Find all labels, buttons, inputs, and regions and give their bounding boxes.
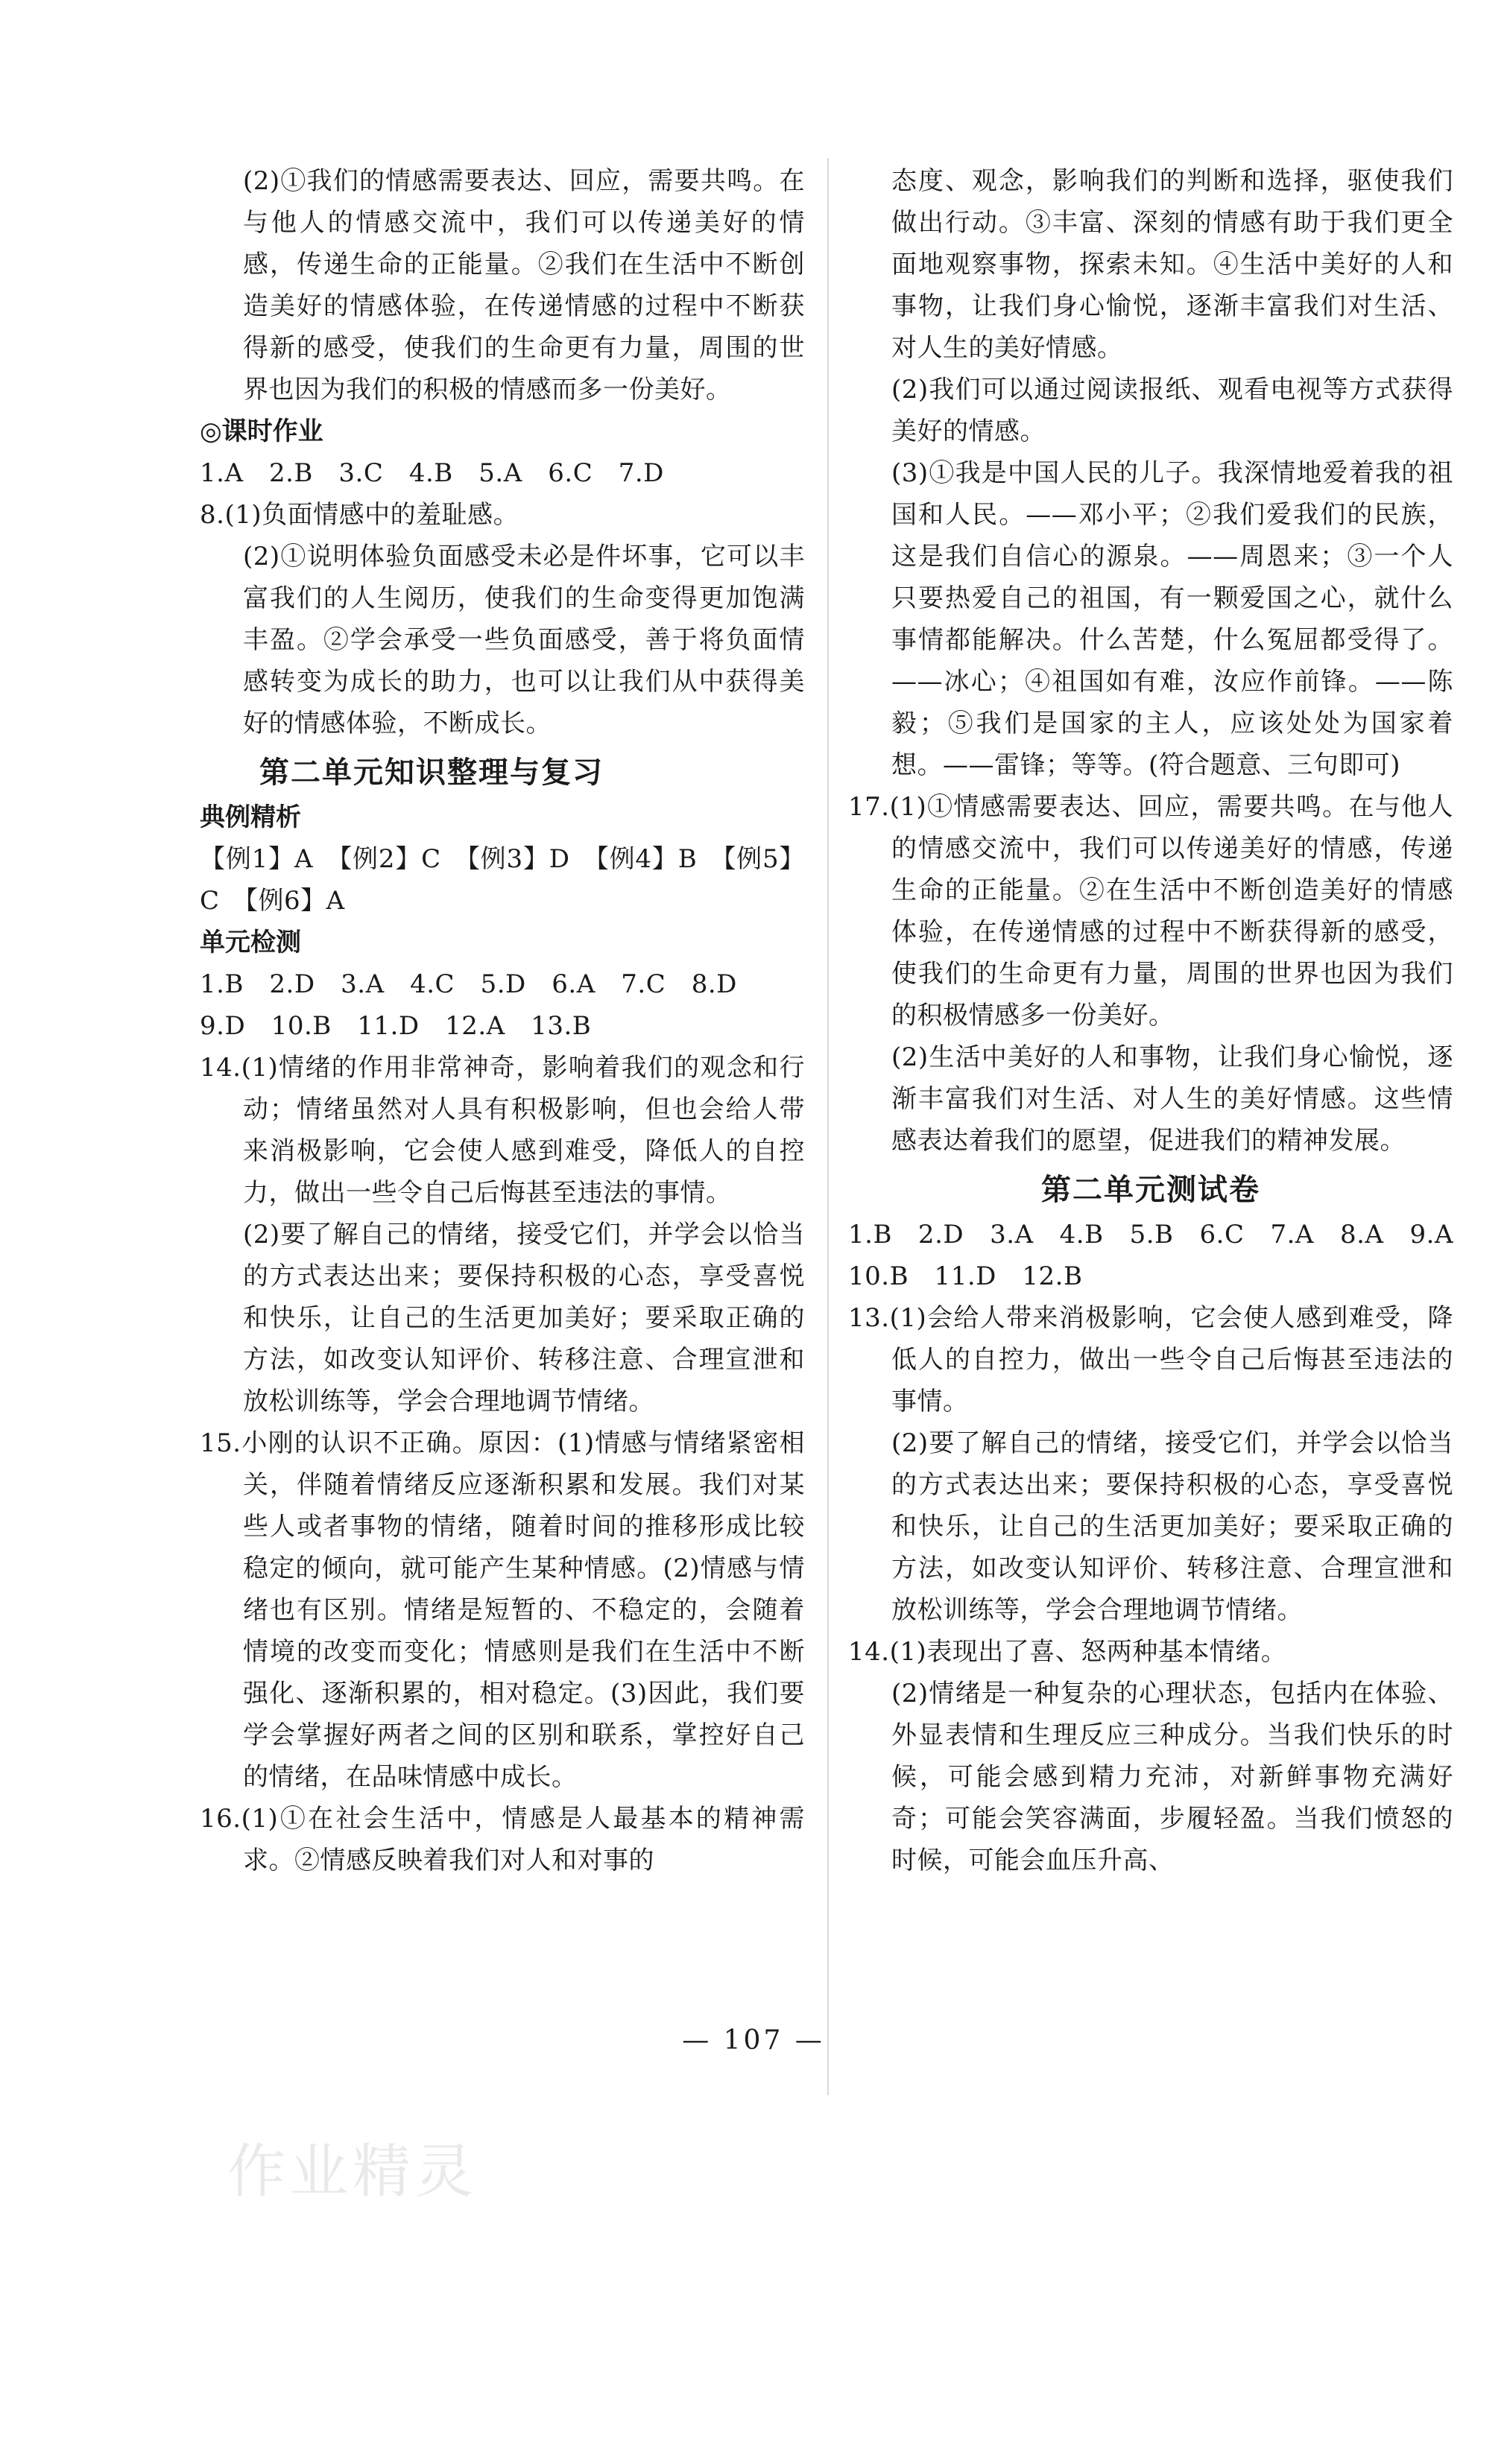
answer-paragraph: 态度、观念，影响我们的判断和选择，驱使我们做出行动。③丰富、深刻的情感有助于我们更全面地观察事物，探索未知。④生活中美好的人和事物，让我们身心愉悦，逐渐丰富我们对生活、对人生的美好情感。 xyxy=(891,166,1453,363)
answer-paragraph: 16.(1)①在社会生活中，情感是人最基本的精神需求。②情感反映着我们对人和对事的 xyxy=(200,1804,805,1875)
answer-line: 1.A 2.B 3.C 4.B 5.A 6.C 7.D xyxy=(200,458,664,488)
answer-paragraph: (2)情绪是一种复杂的心理状态，包括内在体验、外显表情和生理反应三种成分。当我们快乐的时候，可能会感到精力充沛，对新鲜事物充满好奇；可能会笑容满面，步履轻盈。当我们愤怒的时候，可能会血压升高、 xyxy=(891,1679,1453,1875)
section-heading-examples: 典例精析 xyxy=(200,802,301,832)
right-column xyxy=(848,160,1479,1881)
answer-paragraph: (3)①我是中国人民的儿子。我深情地爱着我的祖国和人民。——邓小平；②我们爱我们的民族，这是我们自信心的源泉。——周恩来；③一个人只要热爱自己的祖国，有一颗爱国之心，就什么事情都能解决。什么苦楚，什么冤屈都受得了。——冰心；④祖国如有难，汝应作前锋。——陈毅；⑤我们是国家的主人，应该处处为国家着想。——雷锋；等等。(符合题意、三句即可) xyxy=(891,458,1453,780)
column-divider xyxy=(827,158,829,2095)
section-heading-unit-test: 单元检测 xyxy=(200,928,301,957)
section-heading-homework: ◎课时作业 xyxy=(200,417,323,446)
answer-paragraph: 14.(1)表现出了喜、怒两种基本情绪。 xyxy=(848,1637,1287,1667)
answer-paragraph: 15.小刚的认识不正确。原因：(1)情感与情绪紧密相关，伴随着情绪反应逐渐积累和发展。我们对某些人或者事物的情绪，随着时间的推移形成比较稳定的倾向，就可能产生某种情感。(2)情感与情绪也有区别。情绪是短暂的、不稳定的，会随着情境的改变而变化；情感则是我们在生活中不断强化、逐渐积累的，相对稳定。(3)因此，我们要学会掌握好两者之间的区别和联系，掌控好自己的情绪，在品味情感中成长。 xyxy=(200,1428,805,1792)
answer-paragraph: (2)①我们的情感需要表达、回应，需要共鸣。在与他人的情感交流中，我们可以传递美好的情感，传递生命的正能量。②我们在生活中不断创造美好的情感体验，在传递情感的过程中不断获得新的感受，使我们的生命更有力量，周围的世界也因为我们的积极的情感而多一份美好。 xyxy=(243,166,805,405)
answer-line: 9.D 10.B 11.D 12.A 13.B xyxy=(200,1011,592,1041)
answer-paragraph: (2)要了解自己的情绪，接受它们，并学会以恰当的方式表达出来；要保持积极的心态，享受喜悦和快乐，让自己的生活更加美好；要采取正确的方法，如改变认知评价、转移注意、合理宣泄和放松训练等，学会合理地调节情绪。 xyxy=(243,1220,805,1416)
answer-paragraph: 14.(1)情绪的作用非常神奇，影响着我们的观念和行动；情绪虽然对人具有积极影响，但也会给人带来消极影响，它会使人感到难受，降低人的自控力，做出一些令自己后悔甚至违法的事情。 xyxy=(200,1053,805,1208)
answer-paragraph: (2)我们可以通过阅读报纸、观看电视等方式获得美好的情感。 xyxy=(891,375,1453,446)
answer-paragraph: (2)生活中美好的人和事物，让我们身心愉悦，逐渐丰富我们对生活、对人生的美好情感。这些情感表达着我们的愿望，促进我们的精神发展。 xyxy=(891,1042,1453,1156)
answer-line: 【例1】A 【例2】C 【例3】D 【例4】B 【例5】C 【例6】A xyxy=(200,844,805,916)
answer-paragraph: (2)要了解自己的情绪，接受它们，并学会以恰当的方式表达出来；要保持积极的心态，享受喜悦和快乐，让自己的生活更加美好；要采取正确的方法，如改变认知评价、转移注意、合理宣泄和放松训练等，学会合理地调节情绪。 xyxy=(891,1428,1453,1625)
section-title-unit-review: 第二单元知识整理与复习 xyxy=(259,755,604,790)
answer-line: 8.(1)负面情感中的羞耻感。 xyxy=(200,500,519,530)
page-number: — 107 — xyxy=(682,2025,825,2056)
answer-line: 1.B 2.D 3.A 4.C 5.D 6.A 7.C 8.D xyxy=(200,969,737,999)
answer-paragraph: 17.(1)①情感需要表达、回应，需要共鸣。在与他人的情感交流中，我们可以传递美好的情感，传递生命的正能量。②在生活中不断创造美好的情感体验，在传递情感的过程中不断获得新的感受，使我们的生命更有力量，周围的世界也因为我们的积极情感多一份美好。 xyxy=(848,792,1453,1030)
answer-paragraph: (2)①说明体验负面感受未必是件坏事，它可以丰富我们的人生阅历，使我们的生命变得更加饱满丰盈。②学会承受一些负面感受，善于将负面情感转变为成长的助力，也可以让我们从中获得美好的情感体验，不断成长。 xyxy=(243,542,805,738)
watermark: 作业精灵 xyxy=(227,2138,478,2205)
answer-paragraph: 13.(1)会给人带来消极影响，它会使人感到难受，降低人的自控力，做出一些令自己后悔甚至违法的事情。 xyxy=(848,1303,1453,1416)
answer-line: 1.B 2.D 3.A 4.B 5.B 6.C 7.A 8.A 9.A 10.B 11.D 12.B xyxy=(848,1220,1479,1291)
section-title-unit-test: 第二单元测试卷 xyxy=(1041,1172,1260,1207)
left-column xyxy=(200,160,805,1881)
